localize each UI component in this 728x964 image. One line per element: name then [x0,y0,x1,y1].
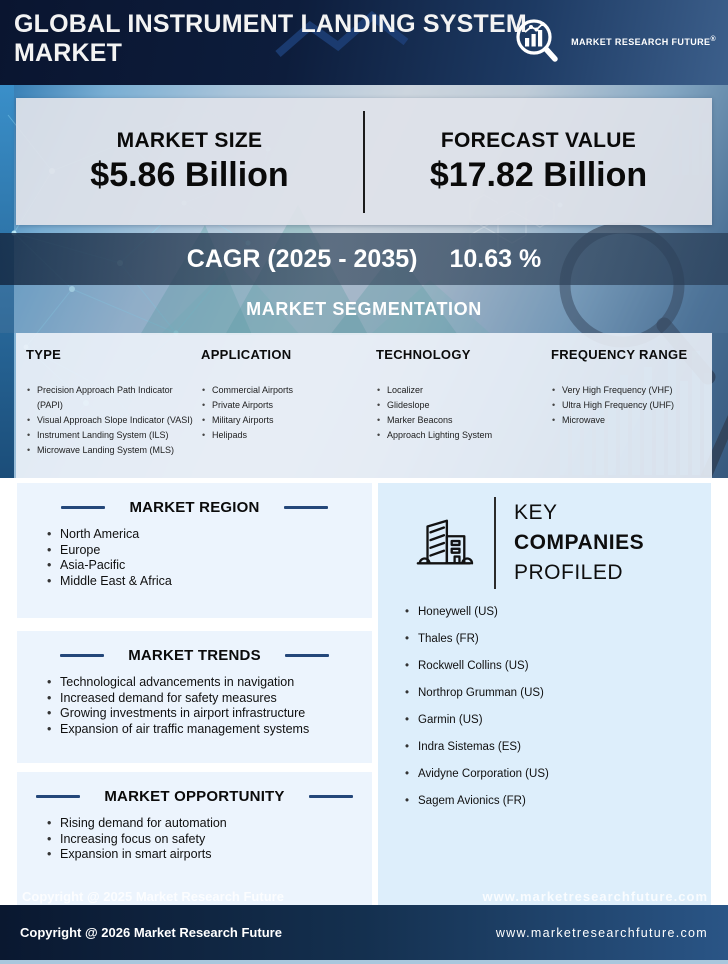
list-item: • Growing investments in airport infrastructure [47,706,372,722]
key-companies-header [412,497,711,589]
key-companies-title-line1: KEY [514,501,558,524]
list-item: • Sagem Avionics (FR) [405,794,711,809]
dash-decoration [309,795,353,798]
vertical-divider [494,497,496,589]
list-item: • Instrument Landing System (ILS) [26,428,199,443]
market-size-label: MARKET SIZE [116,128,263,152]
chart-magnifier-icon [512,16,564,66]
market-region-card [17,483,372,618]
card-header [17,483,372,516]
key-companies-list [378,605,711,809]
brand-name [571,36,716,47]
market-opportunity-title: MARKET OPPORTUNITY [104,788,285,805]
list-item: • Helipads [201,428,374,443]
dash-decoration [60,654,104,657]
list-item: • Honeywell (US) [405,605,711,620]
list-item: • Approach Lighting System [376,428,549,443]
dash-decoration [284,506,328,509]
list-item: • Visual Approach Slope Indicator (VASI) [26,413,199,428]
market-trends-card [17,631,372,763]
header [0,0,728,85]
segmentation-list [376,383,551,443]
segmentation-column-technology [376,333,551,478]
list-item: • Commercial Airports [201,383,374,398]
market-opportunity-list [17,816,372,863]
list-item: • Increased demand for safety measures [47,691,372,707]
building-icon [412,513,474,573]
list-item: • Indra Sistemas (ES) [405,740,711,755]
brand-logo [512,16,716,66]
list-item: • Northrop Grumman (US) [405,686,711,701]
footer-url[interactable]: www.marketresearchfuture.com [495,925,708,940]
list-item: • North America [47,527,372,543]
dash-decoration [285,654,329,657]
brand-name-text: MARKET RESEARCH FUTURE [571,36,711,47]
list-item: • Expansion in smart airports [47,847,372,863]
list-item: • Expansion of air traffic management systems [47,722,372,738]
list-item: • Military Airports [201,413,374,428]
list-item: • Avidyne Corporation (US) [405,767,711,782]
segmentation-list [201,383,376,443]
page-title: GLOBAL INSTRUMENT LANDING SYSTEM MARKET [14,10,527,67]
forecast-value-stat [365,98,712,225]
stats-panel [16,98,712,225]
list-item: • Marker Beacons [376,413,549,428]
list-item: • Rockwell Collins (US) [405,659,711,674]
market-size-value: $5.86 Billion [90,155,289,194]
card-header [17,772,372,805]
market-region-list [17,527,372,589]
watermark-url[interactable]: www.marketresearchfuture.com [482,889,708,904]
segmentation-panel [16,333,712,478]
cagr-label: CAGR (2025 - 2035) [186,244,418,273]
key-companies-title [514,498,644,588]
list-item: • Asia-Pacific [47,558,372,574]
segmentation-column-application [201,333,376,478]
list-item: • Europe [47,543,372,559]
segmentation-list [551,383,712,428]
list-item: • Technological advancements in navigation [47,675,372,691]
footer [0,905,728,964]
segmentation-list [26,383,201,458]
market-opportunity-card [17,772,372,905]
registered-mark: ® [710,35,716,43]
segmentation-column-type [26,333,201,478]
cagr-band [0,233,728,285]
main-content [0,478,728,905]
dash-decoration [36,795,80,798]
list-item: • Rising demand for automation [47,816,372,832]
segmentation-column-header: FREQUENCY RANGE [551,347,688,362]
key-companies-title-line2: COMPANIES [514,531,645,554]
segmentation-column-header: TECHNOLOGY [376,347,471,362]
list-item: • Middle East & Africa [47,574,372,590]
list-item: • Microwave [551,413,712,428]
watermark-copyright: Copyright @ 2025 Market Research Future [22,889,284,904]
list-item: • Garmin (US) [405,713,711,728]
list-item: • Very High Frequency (VHF) [551,383,712,398]
forecast-value-label: FORECAST VALUE [440,128,637,152]
hero-collage [0,85,728,478]
list-item: • Localizer [376,383,549,398]
segmentation-title: MARKET SEGMENTATION [0,285,728,333]
market-trends-title: MARKET TRENDS [128,647,261,664]
list-item: • Microwave Landing System (MLS) [26,443,199,458]
list-item: • Glideslope [376,398,549,413]
market-region-title: MARKET REGION [129,499,260,516]
key-companies-title-line3: PROFILED [514,561,624,584]
dash-decoration [61,506,105,509]
list-item: • Precision Approach Path Indicator (PAPI) [26,383,199,413]
list-item: • Private Airports [201,398,374,413]
forecast-value-value: $17.82 Billion [429,155,648,194]
footer-copyright: Copyright @ 2026 Market Research Future [20,925,282,940]
list-item: • Increasing focus on safety [47,832,372,848]
list-item: • Thales (FR) [405,632,711,647]
key-companies-card [378,483,711,905]
segmentation-column-frequency-range [551,333,712,478]
cagr-value: 10.63 % [449,244,542,273]
market-size-stat [16,98,363,225]
market-trends-list [17,675,372,737]
segmentation-column-header: APPLICATION [201,347,292,362]
segmentation-column-header: TYPE [26,347,62,362]
card-header [17,631,372,664]
list-item: • Ultra High Frequency (UHF) [551,398,712,413]
